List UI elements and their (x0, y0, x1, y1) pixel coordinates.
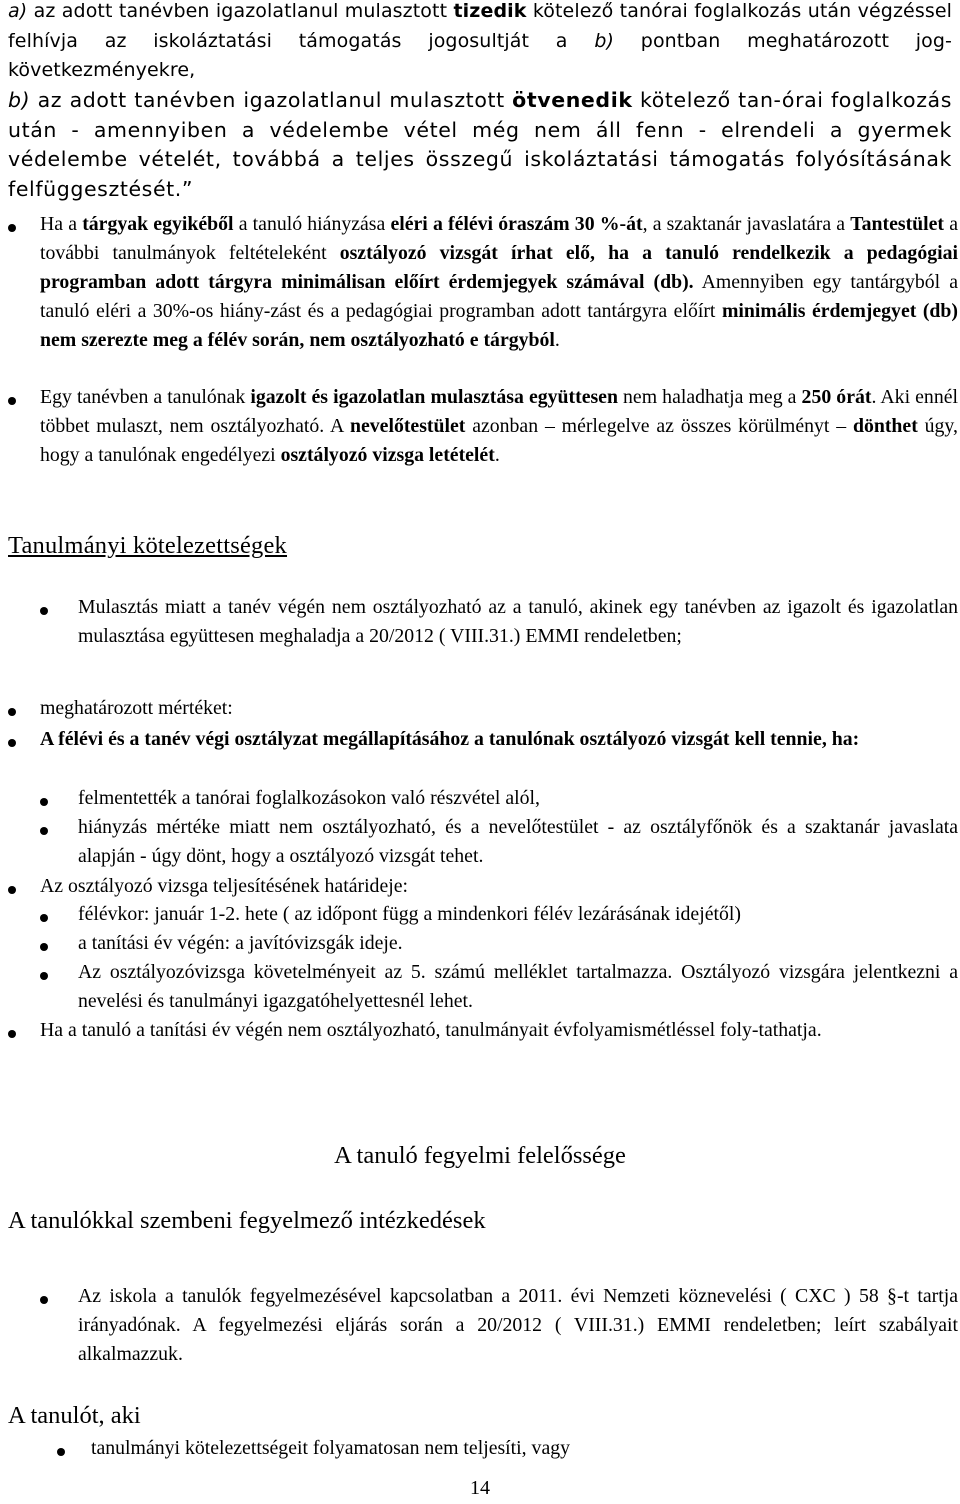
text-run: Az osztályozóvizsga követelményeit az 5. számú melléklet tartalmazza. Osztályozó vizsgára jelentkezni a nevelési és tanulmányi igazgatóhelyettesnél lehet. (78, 961, 958, 1012)
text-run: Mulasztás miatt a tanév végén nem osztályozható az a tanuló, akinek egy tanévben az igazolt és igazolatlan mulasztása együttesen meghaladja a 20/2012 ( VIII.31.) EMMI rendeletben; (78, 596, 958, 647)
text-run: a tanítási év végén: a javítóvizsgák ideje. (78, 932, 403, 954)
list-item (78, 900, 958, 929)
bullet-top-0 (40, 210, 958, 355)
section-heading-tanulot: A tanulót, aki (8, 1402, 141, 1429)
bullet-dot (40, 827, 48, 835)
text-run: azonban – mérlegelve az összes körülményt – (465, 415, 853, 437)
intro-a-bold: tizedik (453, 0, 527, 22)
bullet-dot (40, 914, 48, 922)
bold-text: A félévi és a tanév végi osztályzat megállapításához a tanulónak osztályozó vizsgát kell tennie, ha: (40, 728, 860, 750)
intro-b-text-2: kötelező tan-órai foglalkozás után - amennyiben a védelembe vétel még nem áll fenn - elrendeli a gyermek védelembe vételét, továbbá a teljes összegű iskoláztatási támogatás folyósításának felfüggesztését.” (8, 88, 952, 201)
page-number: 14 (470, 1477, 490, 1499)
item-a-label: a) (8, 0, 28, 22)
text-run: Ha a tanuló a tanítási év végén nem osztályozható, tanulmányait évfolyamismétléssel foly-tathatja. (40, 1019, 822, 1041)
bold-text: osztályozó vizsga letételét (280, 444, 495, 466)
bullet-dot (40, 1296, 48, 1304)
intro-a-text: az adott tanévben igazolatlanul mulasztott (27, 0, 454, 22)
text-run: felmentették a tanórai foglalkozásokon való részvétel alól, (78, 787, 540, 809)
bullet-dot (8, 224, 16, 232)
intro-a-text-3: pontban meghatározott jog-következményekre, (8, 29, 952, 81)
intro-a-text-2: kötelező tanórai foglalkozás után végzéssel felhívja az iskoláztatási támogatás jogosultját a (8, 0, 952, 52)
text-run: meghatározott mértéket: (40, 697, 233, 719)
section2-item: Az iskola a tanulók fegyelmezésével kapcsolatban a 2011. évi Nemzeti köznevelési ( CXC ) 58 §-t tartja irányadónak. A fegyelmezési eljárás során a 20/2012 ( VIII.31.) EMMI rendeletben; leírt szabályait alkalmazzuk. (78, 1285, 958, 1365)
bullet-dot (40, 798, 48, 806)
section-heading-fegyelmezo: A tanulókkal szembeni fegyelmező intézkedések (8, 1207, 486, 1234)
text-run: . (494, 444, 500, 466)
intro-b-bold: ötvenedik (512, 88, 633, 112)
intro-paragraph-a (8, 0, 952, 86)
list-item (40, 694, 958, 723)
text-run: úgy, hogy a tanulónak engedélyezi (40, 415, 958, 466)
bold-text: 250 órát (801, 386, 872, 408)
bold-text: Tantestület (850, 213, 945, 235)
bullet-dot (40, 943, 48, 951)
text-run: hiányzás mértéke miatt nem osztályozható, és a nevelőtestület - az osztályfőnök és a szaktanár javaslata alapján - úgy dönt, hogy a osztályozó vizsgát tehet. (78, 816, 958, 867)
item-b-label: b) (8, 88, 31, 112)
text-run: . (554, 329, 560, 351)
bold-text: minimális érdemjegyet (db) nem szerezte meg a félév során, nem osztályozható e tárgyból (40, 300, 958, 351)
list-item (78, 784, 958, 813)
text-run: Egy tanévben a tanulónak (40, 386, 251, 408)
bullet-dot (40, 972, 48, 980)
bullet-dot (8, 1030, 16, 1038)
text-run: nem haladhatja meg a (617, 386, 802, 408)
bullet-top-1 (40, 383, 958, 470)
text-run: , a szaktanár javaslatára a (642, 213, 851, 235)
bold-text: eléri a félévi óraszám 30 %-át (390, 213, 643, 235)
text-run: Ha a (40, 213, 83, 235)
intro-a-ref: b) (594, 29, 615, 52)
list-item (78, 813, 958, 871)
list-item (40, 725, 958, 754)
list-item (78, 593, 958, 651)
bullet-dot (8, 708, 16, 716)
list-item (78, 929, 958, 958)
bullet-dot (8, 739, 16, 747)
section3-item: tanulmányi kötelezettségeit folyamatosan nem teljesíti, vagy (91, 1437, 570, 1459)
section-heading-tanulmanyi: Tanulmányi kötelezettségek (8, 532, 288, 559)
bullet-dot (8, 886, 16, 894)
bold-text: dönthet (852, 415, 918, 437)
text-run: félévkor: január 1-2. hete ( az időpont függ a mindenkori félév lezárásának idejétől) (78, 903, 741, 925)
bold-text: osztályozó vizsgát írhat elő, ha a tanuló rendelkezik a pedagógiai programban adott tárgyra minimálisan előírt érdemjegyek számával (db). (40, 242, 958, 293)
bold-text: igazolt és igazolatlan mulasztása együttesen (250, 386, 618, 408)
text-run: a további tanulmányok feltételeként (40, 213, 958, 264)
list-item (40, 1016, 958, 1045)
bold-text: tárgyak egyikéből (82, 213, 234, 235)
text-run: a tanuló hiányzása (233, 213, 391, 235)
text-run: Amennyiben egy tantárgyból a tanuló eléri a 30%-os hiány-zást és a pedagógiai programban adott tantárgyra előírt (40, 271, 958, 322)
list-item (40, 872, 958, 901)
text-run: . Aki ennél többet mulaszt, nem osztályozható. A (40, 386, 958, 437)
bold-text: nevelőtestület (350, 415, 466, 437)
text-run: Az osztályozó vizsga teljesítésének határideje: (40, 875, 409, 897)
section-title-fegyelmi: A tanuló fegyelmi felelőssége (334, 1142, 626, 1169)
list-item (78, 958, 958, 1016)
intro-paragraph-b (8, 86, 952, 204)
bullet-dot (57, 1448, 65, 1456)
bullet-dot (8, 397, 16, 405)
bullet-dot (40, 607, 48, 615)
intro-b-text: az adott tanévben igazolatlanul mulasztott (30, 88, 513, 112)
